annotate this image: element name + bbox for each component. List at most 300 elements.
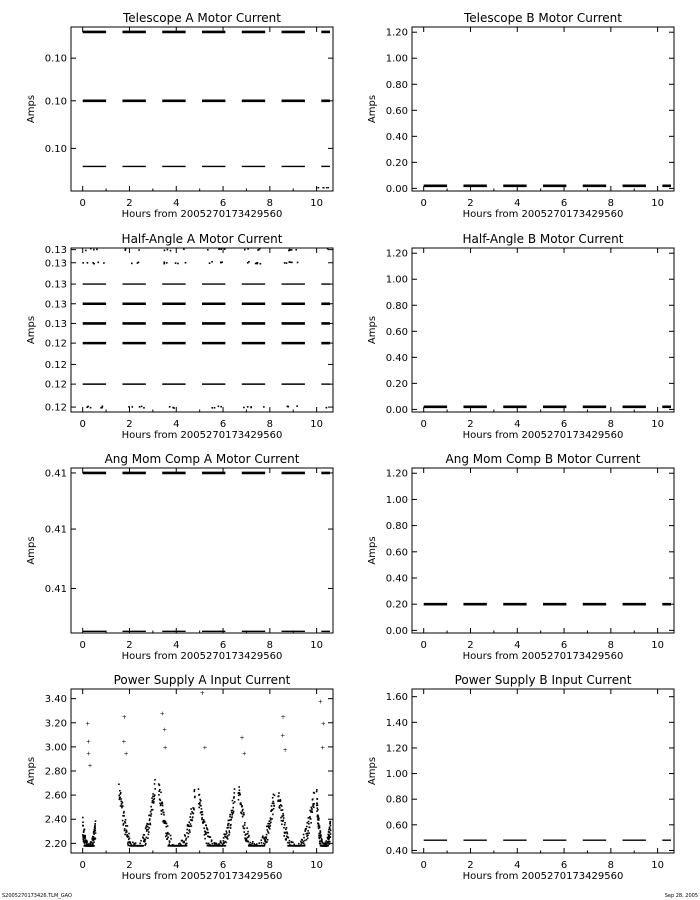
data-point bbox=[190, 823, 192, 825]
y-tick-label: 0.00 bbox=[385, 404, 408, 416]
spike-point: + bbox=[85, 738, 91, 746]
y-tick-label: 0.40 bbox=[385, 352, 408, 364]
data-point bbox=[244, 837, 246, 839]
x-tick-label: 0 bbox=[79, 419, 86, 430]
data-point bbox=[203, 819, 205, 821]
data-point bbox=[241, 805, 243, 807]
x-tick-label: 4 bbox=[514, 640, 521, 651]
data-point bbox=[194, 789, 196, 791]
data-point bbox=[247, 841, 249, 843]
x-tick-label: 0 bbox=[79, 198, 86, 209]
data-point bbox=[320, 835, 322, 837]
spike-point: + bbox=[280, 732, 286, 740]
x-tick-label: 0 bbox=[79, 640, 86, 651]
data-point bbox=[323, 187, 324, 188]
data-series bbox=[82, 248, 330, 409]
data-point bbox=[245, 833, 247, 835]
data-point bbox=[241, 813, 243, 815]
data-point bbox=[147, 837, 149, 839]
x-tick-label: 10 bbox=[651, 198, 664, 209]
data-point bbox=[308, 817, 310, 819]
data-point bbox=[95, 832, 97, 834]
y-tick-label: 0.60 bbox=[385, 820, 408, 832]
data-point bbox=[82, 821, 84, 823]
plot-frame bbox=[412, 248, 674, 412]
chart-power-supply-a bbox=[26, 673, 333, 882]
data-point bbox=[193, 813, 195, 815]
data-point bbox=[145, 843, 147, 845]
spike-point: + bbox=[320, 720, 326, 728]
data-point bbox=[142, 845, 144, 847]
data-point bbox=[303, 841, 305, 843]
data-point bbox=[278, 795, 280, 797]
x-tick-label: 0 bbox=[420, 198, 427, 209]
footer-filename: S2005270173426.TLM_GAO bbox=[2, 893, 72, 899]
data-point bbox=[131, 406, 133, 408]
data-point bbox=[272, 801, 274, 803]
data-point bbox=[250, 406, 252, 408]
data-point bbox=[243, 407, 245, 409]
data-point bbox=[160, 799, 162, 801]
data-point bbox=[283, 835, 285, 837]
data-point bbox=[269, 825, 271, 827]
data-point bbox=[218, 248, 220, 250]
data-point bbox=[266, 841, 268, 843]
data-point bbox=[258, 842, 260, 844]
x-tick-label: 2 bbox=[467, 198, 474, 209]
data-point bbox=[87, 406, 89, 408]
spike-point: + bbox=[121, 738, 127, 746]
y-tick-label: 1.00 bbox=[385, 769, 408, 781]
data-point bbox=[220, 406, 222, 408]
data-point bbox=[282, 813, 284, 815]
data-point bbox=[191, 825, 193, 827]
y-tick-label: 1.20 bbox=[385, 248, 408, 260]
data-point bbox=[292, 842, 294, 844]
data-point bbox=[291, 262, 293, 264]
data-point bbox=[283, 827, 285, 829]
data-point bbox=[229, 819, 231, 821]
y-tick-label: 0.12 bbox=[44, 379, 67, 391]
spike-point: + bbox=[202, 744, 208, 752]
data-point bbox=[119, 797, 121, 799]
data-point bbox=[186, 838, 188, 840]
data-point bbox=[329, 828, 331, 830]
y-tick-label: 3.40 bbox=[44, 694, 67, 706]
data-point bbox=[298, 843, 300, 845]
y-tick-label: 0.80 bbox=[385, 79, 408, 91]
data-point bbox=[191, 819, 193, 821]
data-point bbox=[141, 406, 143, 408]
data-point bbox=[170, 838, 172, 840]
data-point bbox=[293, 843, 295, 845]
x-tick-label: 2 bbox=[126, 419, 133, 430]
data-point bbox=[311, 808, 313, 810]
x-tick-label: 4 bbox=[514, 419, 521, 430]
data-point bbox=[316, 791, 318, 793]
chart-ang-mom-b bbox=[367, 452, 674, 662]
data-point bbox=[265, 840, 267, 842]
y-tick-label: 0.10 bbox=[44, 96, 67, 108]
data-point bbox=[163, 263, 165, 265]
data-point bbox=[183, 841, 185, 843]
data-point bbox=[192, 816, 194, 818]
data-point bbox=[288, 250, 290, 252]
data-point bbox=[285, 829, 287, 831]
data-point bbox=[149, 818, 151, 820]
spike-point: + bbox=[280, 714, 286, 722]
data-point bbox=[172, 407, 174, 409]
data-point bbox=[242, 816, 244, 818]
data-point bbox=[209, 262, 211, 264]
data-point bbox=[193, 791, 195, 793]
data-point bbox=[165, 821, 167, 823]
x-tick-label: 8 bbox=[607, 860, 615, 871]
data-point bbox=[128, 836, 130, 838]
data-point bbox=[234, 788, 236, 790]
data-point bbox=[122, 802, 124, 804]
data-series bbox=[83, 473, 330, 631]
data-point bbox=[282, 809, 284, 811]
data-point bbox=[240, 802, 242, 804]
y-tick-label: 0.00 bbox=[385, 625, 408, 637]
data-point bbox=[210, 836, 212, 838]
data-point bbox=[247, 406, 249, 408]
data-point bbox=[123, 823, 125, 825]
data-point bbox=[93, 841, 95, 843]
data-point bbox=[301, 839, 303, 841]
data-point bbox=[94, 825, 96, 827]
data-point bbox=[93, 845, 95, 847]
data-point bbox=[221, 842, 223, 844]
data-point bbox=[124, 828, 126, 830]
data-point bbox=[247, 248, 249, 250]
x-tick-label: 2 bbox=[126, 640, 133, 651]
data-point bbox=[271, 809, 273, 811]
data-point bbox=[247, 262, 249, 264]
data-point bbox=[205, 833, 207, 835]
y-tick-label: 1.40 bbox=[385, 717, 408, 729]
x-tick-label: 6 bbox=[560, 640, 568, 651]
data-point bbox=[199, 794, 201, 796]
data-point bbox=[232, 800, 234, 802]
x-tick-label: 10 bbox=[310, 198, 323, 209]
y-tick-label: 0.60 bbox=[385, 105, 408, 117]
data-point bbox=[182, 845, 184, 847]
data-point bbox=[285, 838, 287, 840]
data-point bbox=[304, 840, 306, 842]
data-point bbox=[118, 795, 120, 797]
data-point bbox=[204, 821, 206, 823]
data-point bbox=[288, 261, 290, 263]
y-tick-label: 0.41 bbox=[44, 583, 67, 595]
data-point bbox=[102, 406, 104, 408]
data-point bbox=[143, 834, 145, 836]
data-point bbox=[243, 812, 245, 814]
data-point bbox=[329, 832, 331, 834]
data-point bbox=[309, 827, 311, 829]
x-tick-label: 0 bbox=[420, 860, 427, 871]
data-point bbox=[95, 820, 97, 822]
y-axis-label: Amps bbox=[26, 756, 37, 786]
data-point bbox=[316, 789, 318, 791]
data-point bbox=[310, 822, 312, 824]
chart-title: Ang Mom Comp A Motor Current bbox=[104, 452, 300, 466]
data-point bbox=[167, 836, 169, 838]
chart-half-angle-a bbox=[26, 232, 333, 441]
data-point bbox=[320, 831, 322, 833]
data-point bbox=[281, 805, 283, 807]
x-axis-label: Hours from 2005270173429560 bbox=[121, 209, 283, 220]
data-point bbox=[189, 826, 191, 828]
data-point bbox=[154, 788, 156, 790]
data-point bbox=[330, 821, 332, 823]
y-tick-label: 0.60 bbox=[385, 547, 408, 559]
y-axis-label: Amps bbox=[367, 94, 378, 124]
data-point bbox=[233, 796, 235, 798]
data-point bbox=[163, 812, 165, 814]
x-tick-label: 6 bbox=[219, 198, 227, 209]
data-point bbox=[128, 406, 130, 408]
data-point bbox=[266, 829, 268, 831]
data-point bbox=[328, 834, 330, 836]
x-tick-label: 6 bbox=[219, 640, 227, 651]
data-point bbox=[95, 830, 97, 832]
data-point bbox=[152, 809, 154, 811]
data-point bbox=[193, 809, 195, 811]
data-point bbox=[187, 836, 189, 838]
data-point bbox=[233, 792, 235, 794]
data-point bbox=[202, 814, 204, 816]
data-point bbox=[119, 790, 121, 792]
data-point bbox=[328, 839, 330, 841]
data-point bbox=[280, 800, 282, 802]
data-point bbox=[118, 783, 120, 785]
spike-point: + bbox=[239, 734, 245, 742]
data-point bbox=[229, 832, 231, 834]
y-tick-label: 0.13 bbox=[44, 245, 67, 257]
data-point bbox=[139, 406, 141, 408]
data-point bbox=[230, 819, 232, 821]
data-point bbox=[140, 840, 142, 842]
data-point bbox=[308, 823, 310, 825]
data-point bbox=[224, 248, 226, 250]
x-tick-label: 8 bbox=[607, 640, 615, 651]
data-point bbox=[82, 817, 84, 819]
data-point bbox=[280, 809, 282, 811]
data-point bbox=[267, 823, 269, 825]
data-point bbox=[291, 841, 293, 843]
y-tick-label: 1.20 bbox=[385, 743, 408, 755]
data-point bbox=[239, 789, 241, 791]
x-tick-label: 6 bbox=[219, 419, 227, 430]
data-point bbox=[329, 843, 331, 845]
data-point bbox=[225, 842, 227, 844]
y-axis-label: Amps bbox=[367, 756, 378, 786]
spike-point: + bbox=[282, 746, 288, 754]
data-point bbox=[126, 834, 128, 836]
data-point bbox=[326, 187, 327, 188]
data-point bbox=[228, 834, 230, 836]
data-point bbox=[95, 838, 97, 840]
data-point bbox=[167, 249, 169, 251]
y-tick-label: 1.00 bbox=[385, 494, 408, 506]
data-point bbox=[326, 407, 328, 409]
data-point bbox=[220, 248, 222, 250]
data-point bbox=[160, 792, 162, 794]
data-point bbox=[267, 839, 269, 841]
data-point bbox=[239, 794, 241, 796]
data-point bbox=[151, 797, 153, 799]
data-point bbox=[143, 407, 145, 409]
y-axis-label: Amps bbox=[367, 315, 378, 345]
data-point bbox=[305, 828, 307, 830]
x-axis-label: Hours from 2005270173429560 bbox=[121, 871, 283, 882]
data-point bbox=[328, 187, 329, 188]
data-point bbox=[186, 843, 188, 845]
spike-point: + bbox=[199, 690, 205, 698]
data-point bbox=[125, 822, 127, 824]
x-tick-label: 2 bbox=[467, 640, 474, 651]
data-point bbox=[285, 832, 287, 834]
data-point bbox=[319, 838, 321, 840]
data-point bbox=[329, 822, 331, 824]
data-point bbox=[273, 805, 275, 807]
data-point bbox=[93, 263, 95, 265]
x-axis-label: Hours from 2005270173429560 bbox=[121, 651, 283, 662]
data-point bbox=[252, 841, 254, 843]
data-point bbox=[303, 843, 305, 845]
data-point bbox=[287, 842, 289, 844]
data-point bbox=[261, 842, 263, 844]
data-point bbox=[93, 833, 95, 835]
x-tick-label: 6 bbox=[560, 860, 568, 871]
data-point bbox=[283, 815, 285, 817]
data-point bbox=[313, 792, 315, 794]
data-point bbox=[234, 801, 236, 803]
chart-ang-mom-a bbox=[26, 452, 333, 662]
data-point bbox=[311, 807, 313, 809]
data-point bbox=[130, 842, 132, 844]
data-point bbox=[154, 798, 156, 800]
data-point bbox=[231, 814, 233, 816]
data-point bbox=[206, 843, 208, 845]
data-point bbox=[286, 827, 288, 829]
data-point bbox=[306, 839, 308, 841]
x-tick-label: 4 bbox=[514, 860, 521, 871]
data-point bbox=[119, 799, 121, 801]
data-point bbox=[168, 833, 170, 835]
y-tick-label: 0.13 bbox=[44, 299, 67, 311]
data-point bbox=[167, 825, 169, 827]
data-point bbox=[263, 406, 265, 408]
data-point bbox=[194, 796, 196, 798]
x-tick-label: 6 bbox=[560, 198, 568, 209]
data-point bbox=[238, 786, 240, 788]
data-point bbox=[148, 831, 150, 833]
data-point bbox=[100, 407, 102, 409]
data-point bbox=[284, 822, 286, 824]
x-tick-label: 0 bbox=[420, 419, 427, 430]
data-point bbox=[228, 820, 230, 822]
data-point bbox=[251, 843, 253, 845]
y-tick-label: 1.00 bbox=[385, 274, 408, 286]
data-point bbox=[129, 837, 131, 839]
x-tick-label: 2 bbox=[467, 860, 474, 871]
data-point bbox=[190, 808, 192, 810]
data-point bbox=[307, 832, 309, 834]
spike-point: + bbox=[317, 698, 323, 706]
data-point bbox=[273, 808, 275, 810]
y-tick-label: 0.12 bbox=[44, 402, 67, 414]
data-point bbox=[162, 803, 164, 805]
data-point bbox=[318, 187, 319, 188]
x-tick-label: 4 bbox=[173, 640, 180, 651]
data-point bbox=[317, 809, 319, 811]
data-point bbox=[87, 262, 89, 264]
data-point bbox=[278, 792, 280, 794]
data-point bbox=[127, 843, 129, 845]
data-point bbox=[230, 824, 232, 826]
y-tick-label: 2.80 bbox=[44, 766, 67, 778]
data-point bbox=[84, 829, 86, 831]
data-point bbox=[185, 839, 187, 841]
data-point bbox=[125, 249, 127, 251]
data-point bbox=[84, 837, 86, 839]
plot-frame bbox=[71, 468, 333, 633]
data-point bbox=[211, 839, 213, 841]
y-tick-label: 0.13 bbox=[44, 279, 67, 291]
data-point bbox=[82, 825, 84, 827]
data-point bbox=[127, 825, 129, 827]
data-point bbox=[319, 841, 321, 843]
data-point bbox=[147, 826, 149, 828]
data-point bbox=[122, 805, 124, 807]
data-point bbox=[244, 828, 246, 830]
data-point bbox=[316, 187, 317, 188]
data-point bbox=[164, 250, 166, 252]
x-tick-label: 8 bbox=[266, 860, 274, 871]
x-axis-label: Hours from 2005270173429560 bbox=[462, 430, 624, 441]
data-point bbox=[232, 812, 234, 814]
y-tick-label: 0.20 bbox=[385, 157, 408, 169]
data-point bbox=[281, 820, 283, 822]
data-point bbox=[169, 841, 171, 843]
data-point bbox=[159, 802, 161, 804]
y-tick-label: 0.12 bbox=[44, 359, 67, 371]
y-axis-label: Amps bbox=[26, 315, 37, 345]
data-point bbox=[201, 808, 203, 810]
data-point bbox=[150, 815, 152, 817]
y-tick-label: 0.41 bbox=[44, 524, 67, 536]
plot-frame bbox=[71, 689, 333, 853]
data-point bbox=[207, 829, 209, 831]
x-tick-label: 4 bbox=[514, 198, 521, 209]
data-point bbox=[286, 262, 288, 264]
data-point bbox=[306, 826, 308, 828]
data-point bbox=[250, 842, 252, 844]
data-point bbox=[239, 792, 241, 794]
x-tick-label: 4 bbox=[173, 198, 180, 209]
data-point bbox=[262, 835, 264, 837]
data-point bbox=[96, 249, 98, 251]
data-point bbox=[307, 830, 309, 832]
data-point bbox=[222, 845, 224, 847]
data-point bbox=[201, 817, 203, 819]
data-point bbox=[200, 805, 202, 807]
data-point bbox=[211, 261, 213, 263]
data-point bbox=[308, 832, 310, 834]
